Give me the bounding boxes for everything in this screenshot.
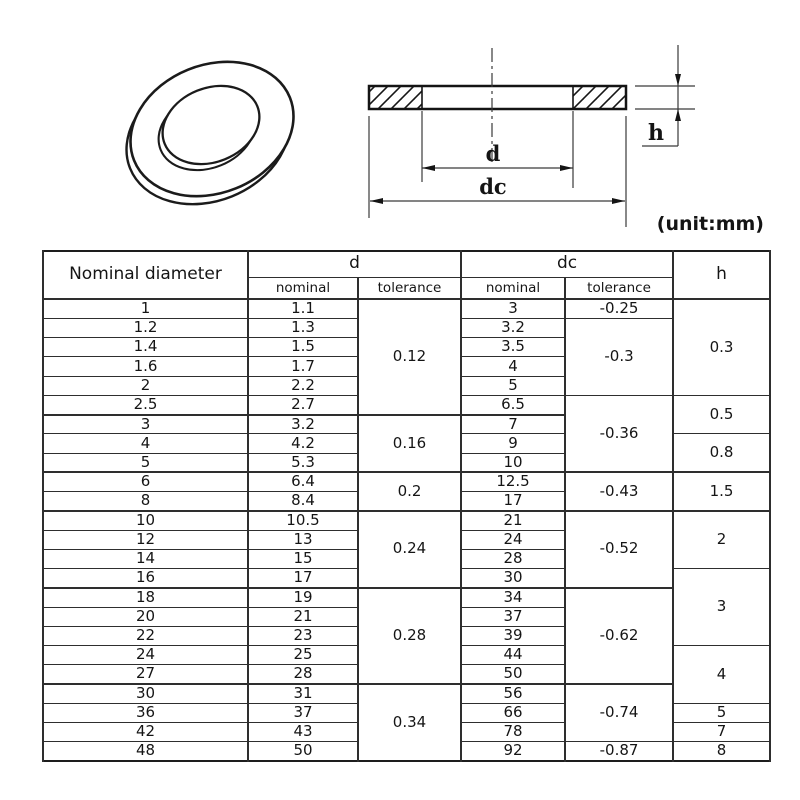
- table-row: [43, 299, 770, 318]
- cell-d-tolerance: 0.28: [358, 588, 461, 684]
- table-row: [43, 472, 770, 491]
- cell-d-nominal: 10.5: [248, 511, 358, 530]
- cell-nominal-diameter: 14: [43, 549, 248, 568]
- cell-h: 2: [673, 511, 770, 569]
- cell-dc-nominal: 21: [461, 511, 565, 530]
- cell-nominal-diameter: 2.5: [43, 395, 248, 414]
- cell-dc-nominal: 6.5: [461, 395, 565, 414]
- cell-nominal-diameter: 10: [43, 511, 248, 530]
- cell-d-nominal: 25: [248, 646, 358, 665]
- cell-dc-nominal: 28: [461, 549, 565, 568]
- cell-d-tolerance: 0.12: [358, 299, 461, 415]
- cell-dc-nominal: 10: [461, 453, 565, 472]
- arrow-d-right: [560, 165, 573, 171]
- cell-d-nominal: 4.2: [248, 434, 358, 453]
- cell-nominal-diameter: 2: [43, 376, 248, 395]
- cell-nominal-diameter: 27: [43, 665, 248, 684]
- cell-d-nominal: 19: [248, 588, 358, 607]
- cell-dc-nominal: 12.5: [461, 472, 565, 491]
- cell-nominal-diameter: 42: [43, 723, 248, 742]
- spec-table-body: [43, 299, 770, 761]
- cell-d-nominal: 15: [248, 549, 358, 568]
- cell-nominal-diameter: 5: [43, 453, 248, 472]
- cell-dc-nominal: 30: [461, 569, 565, 588]
- unit-note: (unit:mm): [656, 213, 764, 235]
- cell-nominal-diameter: 1.6: [43, 357, 248, 376]
- cell-d-tolerance: 0.16: [358, 415, 461, 473]
- label-h: h: [648, 120, 664, 146]
- cell-dc-tolerance: -0.36: [565, 395, 673, 472]
- cell-dc-nominal: 34: [461, 588, 565, 607]
- cell-dc-nominal: 92: [461, 742, 565, 761]
- table-row: [43, 588, 770, 607]
- cell-d-nominal: 5.3: [248, 453, 358, 472]
- cell-d-nominal: 1.7: [248, 357, 358, 376]
- cell-nominal-diameter: 1.2: [43, 318, 248, 337]
- cell-dc-nominal: 3.5: [461, 338, 565, 357]
- cell-d-nominal: 13: [248, 530, 358, 549]
- cell-nominal-diameter: 36: [43, 703, 248, 722]
- cell-h: 0.3: [673, 299, 770, 395]
- cell-dc-nominal: 5: [461, 376, 565, 395]
- cell-d-nominal: 2.2: [248, 376, 358, 395]
- cell-nominal-diameter: 6: [43, 472, 248, 491]
- cell-d-nominal: 6.4: [248, 472, 358, 491]
- header-dc: dc: [461, 251, 673, 277]
- cell-nominal-diameter: 1: [43, 299, 248, 318]
- cell-d-nominal: 2.7: [248, 395, 358, 414]
- cell-d-nominal: 1.3: [248, 318, 358, 337]
- spec-table: [42, 250, 771, 762]
- cell-nominal-diameter: 12: [43, 530, 248, 549]
- cell-d-nominal: 21: [248, 607, 358, 626]
- cell-nominal-diameter: 30: [43, 684, 248, 703]
- cell-dc-nominal: 50: [461, 665, 565, 684]
- cell-nominal-diameter: 24: [43, 646, 248, 665]
- cell-nominal-diameter: 3: [43, 415, 248, 434]
- cell-h: 8: [673, 742, 770, 761]
- label-dc: dc: [479, 174, 507, 199]
- arrow-dc-right: [612, 198, 625, 204]
- cell-dc-tolerance: -0.25: [565, 299, 673, 318]
- header-h: h: [673, 251, 770, 299]
- cell-dc-nominal: 56: [461, 684, 565, 703]
- cell-nominal-diameter: 48: [43, 742, 248, 761]
- cell-d-nominal: 23: [248, 626, 358, 645]
- cell-d-nominal: 17: [248, 569, 358, 588]
- header-nominal-diameter: Nominal diameter: [43, 251, 248, 299]
- header-dc-nominal: nominal: [461, 277, 565, 299]
- cell-dc-nominal: 17: [461, 492, 565, 511]
- arrow-h-down: [675, 74, 681, 86]
- cell-dc-nominal: 4: [461, 357, 565, 376]
- table-row: [43, 684, 770, 703]
- cell-d-nominal: 3.2: [248, 415, 358, 434]
- cell-nominal-diameter: 4: [43, 434, 248, 453]
- cell-h: 5: [673, 703, 770, 722]
- cell-nominal-diameter: 22: [43, 626, 248, 645]
- cell-d-nominal: 1.5: [248, 338, 358, 357]
- cell-d-nominal: 1.1: [248, 299, 358, 318]
- spec-table-header: [43, 251, 770, 299]
- header-d-tolerance: tolerance: [358, 277, 461, 299]
- cell-dc-nominal: 37: [461, 607, 565, 626]
- cell-dc-nominal: 78: [461, 723, 565, 742]
- cell-d-nominal: 37: [248, 703, 358, 722]
- cell-nominal-diameter: 8: [43, 492, 248, 511]
- cell-d-nominal: 8.4: [248, 492, 358, 511]
- cell-dc-tolerance: -0.52: [565, 511, 673, 588]
- cell-dc-nominal: 39: [461, 626, 565, 645]
- cell-h: 1.5: [673, 472, 770, 511]
- cell-nominal-diameter: 20: [43, 607, 248, 626]
- cell-h: 3: [673, 569, 770, 646]
- header-dc-tolerance: tolerance: [565, 277, 673, 299]
- header-d: d: [248, 251, 461, 277]
- cell-dc-nominal: 24: [461, 530, 565, 549]
- cell-dc-tolerance: -0.62: [565, 588, 673, 684]
- cell-h: 0.8: [673, 434, 770, 473]
- cell-dc-nominal: 66: [461, 703, 565, 722]
- cell-dc-nominal: 3.2: [461, 318, 565, 337]
- cell-nominal-diameter: 1.4: [43, 338, 248, 357]
- header-d-nominal: nominal: [248, 277, 358, 299]
- cell-dc-nominal: 7: [461, 415, 565, 434]
- cell-nominal-diameter: 18: [43, 588, 248, 607]
- arrow-h-up: [675, 109, 681, 121]
- cell-dc-tolerance: -0.3: [565, 318, 673, 395]
- cell-d-tolerance: 0.24: [358, 511, 461, 588]
- cell-d-tolerance: 0.2: [358, 472, 461, 511]
- cell-d-nominal: 43: [248, 723, 358, 742]
- cell-dc-nominal: 9: [461, 434, 565, 453]
- cell-dc-tolerance: -0.87: [565, 742, 673, 761]
- arrow-dc-left: [370, 198, 383, 204]
- cell-d-nominal: 28: [248, 665, 358, 684]
- arrow-d-left: [422, 165, 435, 171]
- cell-dc-tolerance: -0.43: [565, 472, 673, 511]
- cell-nominal-diameter: 16: [43, 569, 248, 588]
- cell-dc-nominal: 44: [461, 646, 565, 665]
- table-row: [43, 511, 770, 530]
- cell-d-nominal: 31: [248, 684, 358, 703]
- cell-dc-nominal: 3: [461, 299, 565, 318]
- cell-h: 4: [673, 646, 770, 704]
- cell-d-nominal: 50: [248, 742, 358, 761]
- cell-h: 0.5: [673, 395, 770, 434]
- cell-h: 7: [673, 723, 770, 742]
- label-d: d: [485, 141, 501, 166]
- section-hatch-left: [369, 86, 422, 109]
- washer-perspective-drawing: [88, 22, 350, 240]
- cell-dc-tolerance: -0.74: [565, 684, 673, 742]
- section-hatch-right: [573, 86, 626, 109]
- cell-d-tolerance: 0.34: [358, 684, 461, 761]
